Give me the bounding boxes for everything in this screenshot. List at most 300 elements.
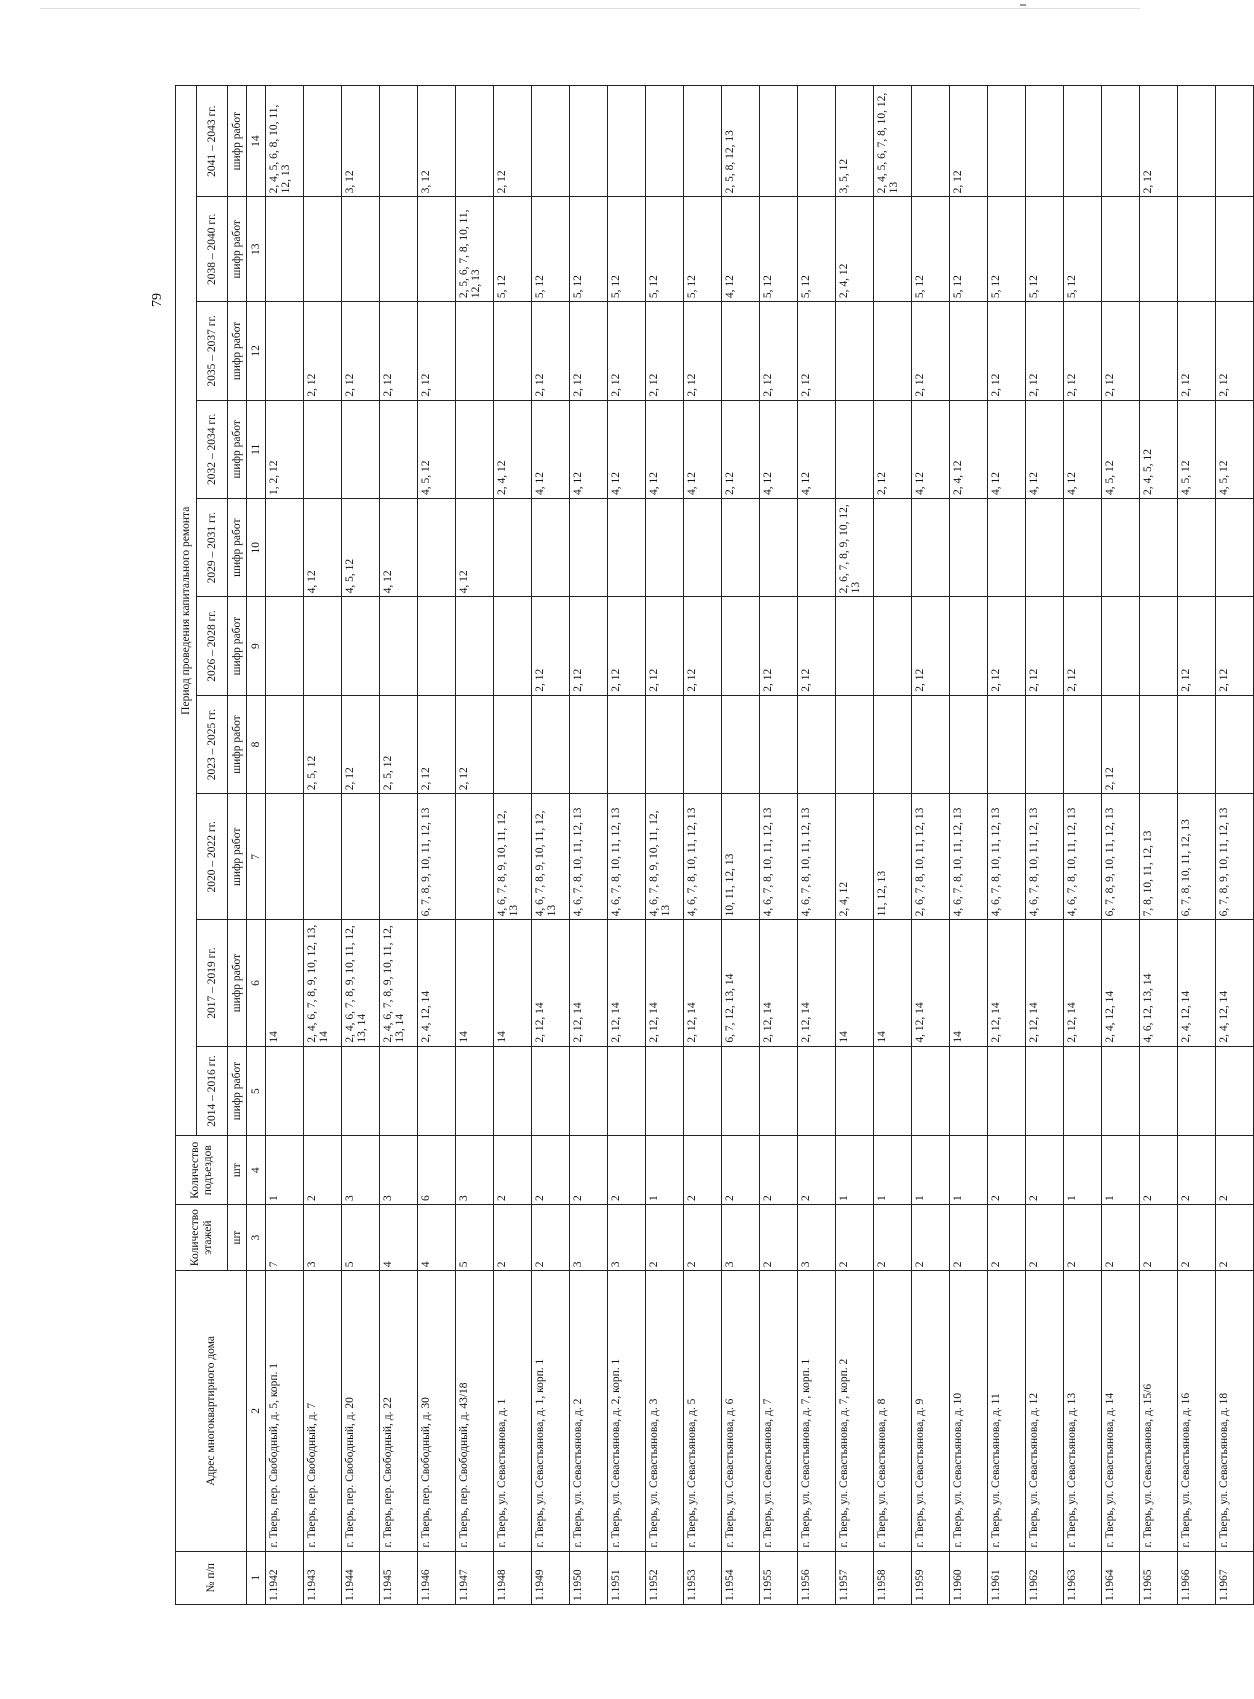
cell-period-5 bbox=[722, 597, 760, 695]
cell-period-3 bbox=[304, 794, 342, 920]
cell-period-9: 5, 12 bbox=[684, 197, 722, 302]
table-row bbox=[494, 86, 532, 1605]
cell-period-4 bbox=[760, 695, 798, 793]
cell-period-3 bbox=[342, 794, 380, 920]
cell-period-9: 5, 12 bbox=[950, 197, 988, 302]
cell-period-4: 2, 5, 12 bbox=[304, 695, 342, 793]
cell-floors: 2 bbox=[1064, 1204, 1102, 1270]
cell-period-10: 3, 12 bbox=[418, 86, 456, 197]
header-code-label: шифр работ bbox=[228, 597, 247, 695]
cell-period-3 bbox=[266, 794, 304, 920]
cell-period-9: 4, 12 bbox=[722, 197, 760, 302]
cell-period-6 bbox=[494, 498, 532, 596]
cell-period-6: 4, 12 bbox=[380, 498, 418, 596]
cell-address: г. Тверь, ул. Севастьянова, д. 11 bbox=[988, 1271, 1026, 1551]
cell-floors: 5 bbox=[456, 1204, 494, 1270]
header-unit-floors: шт bbox=[228, 1204, 247, 1270]
cell-no: 1.1953 bbox=[684, 1551, 722, 1604]
cell-period-7: 4, 12 bbox=[646, 400, 684, 498]
cell-period-5 bbox=[266, 597, 304, 695]
table-row bbox=[684, 86, 722, 1605]
cell-period-4 bbox=[798, 695, 836, 793]
cell-period-1 bbox=[1026, 1046, 1064, 1136]
cell-period-2: 14 bbox=[874, 920, 912, 1046]
cell-address: г. Тверь, ул. Севастьянова, д. 9 bbox=[912, 1271, 950, 1551]
cell-address: г. Тверь, ул. Севастьянова, д. 12 bbox=[1026, 1271, 1064, 1551]
cell-period-1 bbox=[684, 1046, 722, 1136]
cell-period-8: 2, 12 bbox=[1178, 302, 1216, 400]
header-period-title: Период проведения капитального ремонта bbox=[176, 86, 197, 1136]
cell-period-7 bbox=[304, 400, 342, 498]
cell-address: г. Тверь, ул. Севастьянова, д. 1, корп. 1 bbox=[532, 1271, 570, 1551]
cell-period-10: 2, 4, 5, 6, 8, 10, 11, 12, 13 bbox=[266, 86, 304, 197]
cell-period-4 bbox=[532, 695, 570, 793]
cell-period-3: 4, 6, 7, 8, 10, 11, 12, 13 bbox=[1064, 794, 1102, 920]
cell-address: г. Тверь, ул. Севастьянова, д. 16 bbox=[1178, 1271, 1216, 1551]
cell-address: г. Тверь, ул. Севастьянова, д. 10 bbox=[950, 1271, 988, 1551]
cell-period-9 bbox=[304, 197, 342, 302]
cell-period-8: 2, 12 bbox=[988, 302, 1026, 400]
cell-period-9: 5, 12 bbox=[570, 197, 608, 302]
cell-period-2: 14 bbox=[836, 920, 874, 1046]
cell-period-4 bbox=[570, 695, 608, 793]
cell-floors: 7 bbox=[266, 1204, 304, 1270]
cell-entrances: 2 bbox=[532, 1136, 570, 1204]
header-column-number: 4 bbox=[247, 1136, 266, 1204]
cell-period-1 bbox=[722, 1046, 760, 1136]
cell-period-6 bbox=[532, 498, 570, 596]
header-column-number: 8 bbox=[247, 695, 266, 793]
table-row bbox=[1026, 86, 1064, 1605]
cell-period-4 bbox=[608, 695, 646, 793]
cell-period-8 bbox=[722, 302, 760, 400]
cell-period-9: 5, 12 bbox=[988, 197, 1026, 302]
cell-period-1 bbox=[836, 1046, 874, 1136]
table-row bbox=[760, 86, 798, 1605]
cell-address: г. Тверь, ул. Севастьянова, д. 8 bbox=[874, 1271, 912, 1551]
cell-period-4 bbox=[722, 695, 760, 793]
cell-period-3: 2, 6, 7, 8, 10, 11, 12, 13 bbox=[912, 794, 950, 920]
header-column-number: 3 bbox=[247, 1204, 266, 1270]
header-code-label: шифр работ bbox=[228, 498, 247, 596]
cell-period-2: 2, 4, 6, 7, 8, 9, 10, 12, 13, 14 bbox=[304, 920, 342, 1046]
cell-period-8: 2, 12 bbox=[646, 302, 684, 400]
cell-period-1 bbox=[1178, 1046, 1216, 1136]
cell-period-1 bbox=[304, 1046, 342, 1136]
cell-period-6 bbox=[608, 498, 646, 596]
cell-period-6 bbox=[1064, 498, 1102, 596]
cell-period-6: 4, 12 bbox=[304, 498, 342, 596]
cell-period-8 bbox=[950, 302, 988, 400]
cell-period-3: 2, 4, 12 bbox=[836, 794, 874, 920]
header-code-label: шифр работ bbox=[228, 86, 247, 197]
cell-period-3: 4, 6, 7, 8, 10, 11, 12, 13 bbox=[608, 794, 646, 920]
cell-period-5 bbox=[494, 597, 532, 695]
cell-period-5: 2, 12 bbox=[684, 597, 722, 695]
cell-floors: 2 bbox=[494, 1204, 532, 1270]
cell-no: 1.1957 bbox=[836, 1551, 874, 1604]
cell-period-8 bbox=[836, 302, 874, 400]
cell-period-9 bbox=[1140, 197, 1178, 302]
cell-period-3: 6, 7, 8, 10, 11, 12, 13 bbox=[1178, 794, 1216, 920]
cell-period-10 bbox=[1064, 86, 1102, 197]
header-period-3: 2020 – 2022 гг. bbox=[197, 794, 228, 920]
cell-entrances: 1 bbox=[912, 1136, 950, 1204]
cell-period-9: 5, 12 bbox=[646, 197, 684, 302]
header-period-7: 2032 – 2034 гг. bbox=[197, 400, 228, 498]
table-body bbox=[266, 86, 1254, 1605]
cell-period-3: 4, 6, 7, 8, 10, 11, 12, 13 bbox=[570, 794, 608, 920]
cell-period-8 bbox=[494, 302, 532, 400]
cell-entrances: 1 bbox=[950, 1136, 988, 1204]
cell-floors: 3 bbox=[304, 1204, 342, 1270]
cell-period-3: 4, 6, 7, 8, 10, 11, 12, 13 bbox=[798, 794, 836, 920]
cell-period-2: 2, 12, 14 bbox=[988, 920, 1026, 1046]
cell-period-5: 2, 12 bbox=[532, 597, 570, 695]
cell-no: 1.1947 bbox=[456, 1551, 494, 1604]
table-row bbox=[874, 86, 912, 1605]
cell-floors: 3 bbox=[608, 1204, 646, 1270]
table-row bbox=[266, 86, 304, 1605]
cell-period-3: 6, 7, 8, 9, 10, 11, 12, 13 bbox=[418, 794, 456, 920]
cell-address: г. Тверь, ул. Севастьянова, д. 7 bbox=[760, 1271, 798, 1551]
cell-address: г. Тверь, ул. Севастьянова, д. 14 bbox=[1102, 1271, 1140, 1551]
cell-period-4 bbox=[836, 695, 874, 793]
cell-no: 1.1963 bbox=[1064, 1551, 1102, 1604]
cell-no: 1.1948 bbox=[494, 1551, 532, 1604]
cell-period-1 bbox=[874, 1046, 912, 1136]
cell-period-9 bbox=[1178, 197, 1216, 302]
cell-period-1 bbox=[950, 1046, 988, 1136]
table-row bbox=[608, 86, 646, 1605]
cell-period-2: 2, 12, 14 bbox=[1064, 920, 1102, 1046]
header-column-number: 12 bbox=[247, 302, 266, 400]
cell-period-7: 2, 12 bbox=[722, 400, 760, 498]
cell-period-7: 4, 12 bbox=[684, 400, 722, 498]
cell-period-4 bbox=[494, 695, 532, 793]
cell-period-4 bbox=[950, 695, 988, 793]
cell-period-3: 7, 8, 10, 11, 12, 13 bbox=[1140, 794, 1178, 920]
cell-period-10 bbox=[304, 86, 342, 197]
cell-no: 1.1942 bbox=[266, 1551, 304, 1604]
cell-period-10: 2, 5, 8, 12, 13 bbox=[722, 86, 760, 197]
table-row bbox=[456, 86, 494, 1605]
cell-period-8: 2, 12 bbox=[1064, 302, 1102, 400]
cell-period-2: 14 bbox=[456, 920, 494, 1046]
cell-period-7: 4, 12 bbox=[532, 400, 570, 498]
cell-floors: 4 bbox=[380, 1204, 418, 1270]
cell-period-7: 4, 12 bbox=[760, 400, 798, 498]
cell-period-10 bbox=[988, 86, 1026, 197]
cell-period-1 bbox=[418, 1046, 456, 1136]
cell-no: 1.1951 bbox=[608, 1551, 646, 1604]
cell-period-1 bbox=[494, 1046, 532, 1136]
cell-floors: 2 bbox=[532, 1204, 570, 1270]
table-row bbox=[418, 86, 456, 1605]
cell-period-1 bbox=[570, 1046, 608, 1136]
cell-period-2: 2, 4, 6, 7, 8, 9, 10, 11, 12, 13, 14 bbox=[380, 920, 418, 1046]
table-row bbox=[988, 86, 1026, 1605]
cell-period-1 bbox=[1064, 1046, 1102, 1136]
cell-floors: 2 bbox=[950, 1204, 988, 1270]
cell-period-10: 2, 12 bbox=[1140, 86, 1178, 197]
cell-period-6 bbox=[798, 498, 836, 596]
cell-period-7: 4, 5, 12 bbox=[1178, 400, 1216, 498]
cell-no: 1.1949 bbox=[532, 1551, 570, 1604]
cell-period-6 bbox=[1026, 498, 1064, 596]
cell-no: 1.1966 bbox=[1178, 1551, 1216, 1604]
cell-period-6: 2, 6, 7, 8, 9, 10, 12, 13 bbox=[836, 498, 874, 596]
cell-address: г. Тверь, пер. Свободный, д. 22 bbox=[380, 1271, 418, 1551]
cell-floors: 2 bbox=[1026, 1204, 1064, 1270]
cell-period-10: 3, 12 bbox=[342, 86, 380, 197]
cell-no: 1.1952 bbox=[646, 1551, 684, 1604]
header-column-number: 6 bbox=[247, 920, 266, 1046]
page-number: 79 bbox=[150, 293, 165, 307]
table-row bbox=[950, 86, 988, 1605]
cell-period-1 bbox=[912, 1046, 950, 1136]
cell-period-10 bbox=[760, 86, 798, 197]
cell-period-2: 4, 6, 12, 13, 14 bbox=[1140, 920, 1178, 1046]
cell-period-7: 2, 4, 5, 12 bbox=[1140, 400, 1178, 498]
cell-period-6 bbox=[1140, 498, 1178, 596]
cell-period-1 bbox=[760, 1046, 798, 1136]
cell-period-5 bbox=[380, 597, 418, 695]
cell-period-7: 4, 12 bbox=[608, 400, 646, 498]
cell-address: г. Тверь, ул. Севастьянова, д. 18 bbox=[1216, 1271, 1254, 1551]
cell-entrances: 1 bbox=[1102, 1136, 1140, 1204]
cell-period-6 bbox=[874, 498, 912, 596]
cell-period-9: 5, 12 bbox=[912, 197, 950, 302]
cell-entrances: 1 bbox=[646, 1136, 684, 1204]
table-row bbox=[1216, 86, 1254, 1605]
cell-period-10 bbox=[456, 86, 494, 197]
cell-period-10 bbox=[912, 86, 950, 197]
cell-period-5: 2, 12 bbox=[1026, 597, 1064, 695]
cell-floors: 3 bbox=[798, 1204, 836, 1270]
cell-entrances: 2 bbox=[684, 1136, 722, 1204]
cell-period-4 bbox=[874, 695, 912, 793]
cell-period-6: 4, 12 bbox=[456, 498, 494, 596]
cell-entrances: 3 bbox=[456, 1136, 494, 1204]
cell-period-8: 2, 12 bbox=[418, 302, 456, 400]
table-row bbox=[646, 86, 684, 1605]
cell-no: 1.1959 bbox=[912, 1551, 950, 1604]
cell-period-3: 4, 6, 7, 8, 10, 11, 12, 13 bbox=[1026, 794, 1064, 920]
cell-period-10 bbox=[684, 86, 722, 197]
cell-period-7 bbox=[456, 400, 494, 498]
cell-period-9: 5, 12 bbox=[798, 197, 836, 302]
cell-period-5 bbox=[950, 597, 988, 695]
cell-entrances: 2 bbox=[722, 1136, 760, 1204]
cell-floors: 2 bbox=[684, 1204, 722, 1270]
cell-no: 1.1967 bbox=[1216, 1551, 1254, 1604]
cell-entrances: 2 bbox=[1026, 1136, 1064, 1204]
cell-period-7: 4, 12 bbox=[1064, 400, 1102, 498]
cell-period-7: 1, 2, 12 bbox=[266, 400, 304, 498]
cell-period-7: 4, 12 bbox=[912, 400, 950, 498]
cell-period-10 bbox=[1178, 86, 1216, 197]
cell-period-2: 2, 12, 14 bbox=[760, 920, 798, 1046]
cell-period-9 bbox=[874, 197, 912, 302]
header-period-10: 2041 – 2043 гг. bbox=[197, 86, 228, 197]
cell-period-8: 2, 12 bbox=[684, 302, 722, 400]
cell-period-4: 2, 12 bbox=[418, 695, 456, 793]
cell-period-4 bbox=[1064, 695, 1102, 793]
cell-period-9: 5, 12 bbox=[1026, 197, 1064, 302]
cell-period-3: 4, 6, 7, 8, 9, 10, 11, 12, 13 bbox=[532, 794, 570, 920]
header-code-label: шифр работ bbox=[228, 302, 247, 400]
cell-address: г. Тверь, пер. Свободный, д. 20 bbox=[342, 1271, 380, 1551]
cell-period-1 bbox=[646, 1046, 684, 1136]
cell-period-10 bbox=[532, 86, 570, 197]
header-period-5: 2026 – 2028 гг. bbox=[197, 597, 228, 695]
table-row bbox=[798, 86, 836, 1605]
cell-period-8: 2, 12 bbox=[1026, 302, 1064, 400]
cell-period-10: 2, 12 bbox=[494, 86, 532, 197]
cell-period-5: 2, 12 bbox=[912, 597, 950, 695]
cell-period-8: 2, 12 bbox=[304, 302, 342, 400]
cell-period-8: 2, 12 bbox=[342, 302, 380, 400]
cell-period-10 bbox=[646, 86, 684, 197]
cell-period-3: 10, 11, 12, 13 bbox=[722, 794, 760, 920]
cell-period-8 bbox=[1140, 302, 1178, 400]
cell-period-9 bbox=[1102, 197, 1140, 302]
cell-period-4 bbox=[1140, 695, 1178, 793]
cell-no: 1.1943 bbox=[304, 1551, 342, 1604]
cell-period-7: 4, 12 bbox=[1026, 400, 1064, 498]
cell-floors: 3 bbox=[722, 1204, 760, 1270]
cell-period-7: 4, 12 bbox=[798, 400, 836, 498]
cell-period-2: 2, 4, 6, 7, 8, 9, 10, 11, 12, 13, 14 bbox=[342, 920, 380, 1046]
cell-period-7: 2, 12 bbox=[874, 400, 912, 498]
cell-period-8 bbox=[456, 302, 494, 400]
cell-period-1 bbox=[1140, 1046, 1178, 1136]
cell-period-2: 14 bbox=[950, 920, 988, 1046]
cell-floors: 2 bbox=[1102, 1204, 1140, 1270]
cell-period-2: 2, 12, 14 bbox=[532, 920, 570, 1046]
header-address: Адрес многоквартирного дома bbox=[176, 1271, 247, 1551]
cell-floors: 3 bbox=[570, 1204, 608, 1270]
header-column-number: 14 bbox=[247, 86, 266, 197]
header-code-label: шифр работ bbox=[228, 197, 247, 302]
header-column-number: 5 bbox=[247, 1046, 266, 1136]
cell-floors: 2 bbox=[1216, 1204, 1254, 1270]
cell-period-2: 2, 12, 14 bbox=[570, 920, 608, 1046]
table-row bbox=[532, 86, 570, 1605]
cell-no: 1.1965 bbox=[1140, 1551, 1178, 1604]
cell-period-4 bbox=[684, 695, 722, 793]
header-column-numbers-row bbox=[247, 86, 266, 1605]
table-row bbox=[1178, 86, 1216, 1605]
table-row bbox=[836, 86, 874, 1605]
cell-period-1 bbox=[380, 1046, 418, 1136]
cell-period-10 bbox=[1216, 86, 1254, 197]
table-row bbox=[722, 86, 760, 1605]
cell-period-5: 2, 12 bbox=[988, 597, 1026, 695]
cell-period-10 bbox=[608, 86, 646, 197]
cell-period-7: 4, 5, 12 bbox=[418, 400, 456, 498]
scan-speck bbox=[1020, 4, 1026, 6]
cell-period-7: 4, 5, 12 bbox=[1216, 400, 1254, 498]
cell-period-4 bbox=[266, 695, 304, 793]
cell-period-3: 4, 6, 7, 8, 10, 11, 12, 13 bbox=[684, 794, 722, 920]
cell-floors: 2 bbox=[1178, 1204, 1216, 1270]
cell-period-8: 2, 12 bbox=[1102, 302, 1140, 400]
cell-period-6 bbox=[570, 498, 608, 596]
cell-period-2: 6, 7, 12, 13, 14 bbox=[722, 920, 760, 1046]
cell-period-8 bbox=[874, 302, 912, 400]
cell-period-5: 2, 12 bbox=[1064, 597, 1102, 695]
cell-period-7 bbox=[342, 400, 380, 498]
header-code-label: шифр работ bbox=[228, 695, 247, 793]
cell-period-10 bbox=[1102, 86, 1140, 197]
cell-entrances: 6 bbox=[418, 1136, 456, 1204]
cell-period-3: 4, 6, 7, 8, 10, 11, 12, 13 bbox=[988, 794, 1026, 920]
cell-period-5 bbox=[1140, 597, 1178, 695]
cell-address: г. Тверь, ул. Севастьянова, д. 6 bbox=[722, 1271, 760, 1551]
cell-period-3: 4, 6, 7, 8, 9, 10, 11, 12, 13 bbox=[646, 794, 684, 920]
cell-entrances: 2 bbox=[1216, 1136, 1254, 1204]
cell-period-2: 4, 12, 14 bbox=[912, 920, 950, 1046]
cell-period-3: 4, 6, 7, 8, 10, 11, 12, 13 bbox=[760, 794, 798, 920]
header-no: № п/п bbox=[176, 1551, 247, 1604]
header-code-label: шифр работ bbox=[228, 1046, 247, 1136]
cell-period-10 bbox=[570, 86, 608, 197]
cell-period-6 bbox=[418, 498, 456, 596]
cell-floors: 2 bbox=[760, 1204, 798, 1270]
cell-address: г. Тверь, ул. Севастьянова, д. 15/6 bbox=[1140, 1271, 1178, 1551]
cell-period-10: 2, 4, 5, 6, 7, 8, 10, 12, 13 bbox=[874, 86, 912, 197]
cell-period-8: 2, 12 bbox=[798, 302, 836, 400]
cell-address: г. Тверь, пер. Свободный, д. 7 bbox=[304, 1271, 342, 1551]
cell-period-2: 2, 12, 14 bbox=[1026, 920, 1064, 1046]
cell-period-3 bbox=[456, 794, 494, 920]
cell-no: 1.1960 bbox=[950, 1551, 988, 1604]
cell-period-8: 2, 12 bbox=[912, 302, 950, 400]
cell-entrances: 2 bbox=[760, 1136, 798, 1204]
cell-floors: 2 bbox=[874, 1204, 912, 1270]
cell-period-1 bbox=[608, 1046, 646, 1136]
cell-period-4 bbox=[646, 695, 684, 793]
cell-period-1 bbox=[456, 1046, 494, 1136]
header-column-number: 10 bbox=[247, 498, 266, 596]
cell-period-6 bbox=[646, 498, 684, 596]
cell-period-5: 2, 12 bbox=[608, 597, 646, 695]
cell-period-8: 2, 12 bbox=[380, 302, 418, 400]
cell-period-9 bbox=[380, 197, 418, 302]
table-row bbox=[342, 86, 380, 1605]
cell-period-9: 5, 12 bbox=[608, 197, 646, 302]
cell-period-6 bbox=[760, 498, 798, 596]
table-row bbox=[912, 86, 950, 1605]
cell-period-4: 2, 12 bbox=[1102, 695, 1140, 793]
cell-period-8: 2, 12 bbox=[532, 302, 570, 400]
cell-no: 1.1954 bbox=[722, 1551, 760, 1604]
cell-period-7: 4, 12 bbox=[570, 400, 608, 498]
cell-period-1 bbox=[1102, 1046, 1140, 1136]
cell-period-6: 4, 5, 12 bbox=[342, 498, 380, 596]
header-period-6: 2029 – 2031 гг. bbox=[197, 498, 228, 596]
cell-period-5 bbox=[342, 597, 380, 695]
rotated-table-container bbox=[175, 85, 1230, 1605]
capital-repair-schedule-table bbox=[175, 85, 1254, 1605]
cell-floors: 4 bbox=[418, 1204, 456, 1270]
cell-period-5 bbox=[874, 597, 912, 695]
cell-period-3: 4, 6, 7, 8, 9, 10, 11, 12, 13 bbox=[494, 794, 532, 920]
cell-period-6 bbox=[1102, 498, 1140, 596]
cell-period-9: 5, 12 bbox=[1064, 197, 1102, 302]
